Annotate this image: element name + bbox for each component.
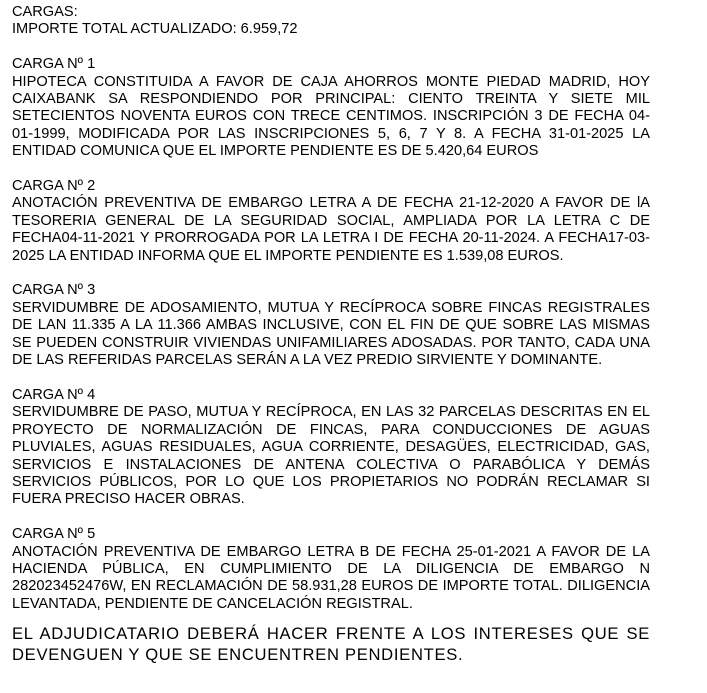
adjudicatario-note: EL ADJUDICATARIO DEBERÁ HACER FRENTE A LOS INTERESES QUE SE DEVENGUEN Y QUE SE ENCUENTREN PENDIENTES.	[12, 624, 650, 665]
spacer	[12, 509, 650, 526]
carga-5-title: CARGA Nº 5	[12, 526, 96, 543]
carga-2-title: CARGA Nº 2	[12, 178, 96, 195]
carga-2-text: ANOTACIÓN PREVENTIVA DE EMBARGO LETRA A DE FECHA 21-12-2020 A FAVOR DE lA TESORERIA GENERAL DE LA SEGURIDAD SOCIAL, AMPLIADA POR LA LETRA C DE FECHA04-11-2021 Y PRORROGADA POR LA LETRA I DE FECHA 20-11-2024. A FECHA17-03-2025 LA ENTIDAD INFORMA QUE EL IMPORTE PENDIENTE ES 1.539,08 EUROS.	[12, 195, 650, 264]
carga-1-text: HIPOTECA CONSTITUIDA A FAVOR DE CAJA AHORROS MONTE PIEDAD MADRID, HOY CAIXABANK SA RESPONDIENDO POR PRINCIPAL: CIENTO TREINTA Y SIETE MIL SETECIENTOS NOVENTA EUROS CON TRECE CENTIMOS. INSCRIPCIÓN 3 DE FECHA 04-01-1999, MODIFICADA POR LAS INSCRIPCIONES 5, 6, 7 Y 8. A FECHA 31-01-2025 LA ENTIDAD COMUNICA QUE EL IMPORTE PENDIENTE ES DE 5.420,64 EUROS	[12, 73, 650, 160]
spacer	[12, 39, 650, 56]
spacer	[12, 161, 650, 178]
carga-4-text: SERVIDUMBRE DE PASO, MUTUA Y RECÍPROCA, EN LAS 32 PARCELAS DESCRITAS EN EL PROYECTO DE NORMALIZACIÓN DE FINCAS, PARA CONDUCCIONES DE AGUAS PLUVIALES, AGUAS RESIDUALES, AGUA CORRIENTE, DESAGÜES, ELECTRICIDAD, GAS, SERVICIOS E INSTALACIONES DE ANTENA COLECTIVA O PARABÓLICA Y DEMÁS SERVICIOS PÚBLICOS, POR LO QUE LOS PROPIETARIOS NO PODRÁN RECLAMAR SI FUERA PRECISO HACER OBRAS.	[12, 404, 650, 508]
spacer	[12, 265, 650, 282]
spacer	[12, 369, 650, 386]
carga-3-text: SERVIDUMBRE DE ADOSAMIENTO, MUTUA Y RECÍPROCA SOBRE FINCAS REGISTRALES DE LAN 11.335 A LA 11.366 AMBAS INCLUSIVE, CON EL FIN DE QUE SOBRE LAS MISMAS SE PUEDEN CONSTRUIR VIVIENDAS UNIFAMILIARES ADOSADAS. POR TANTO, CADA UNA DE LAS REFERIDAS PARCELAS SERÁN A LA VEZ PREDIO SIRVIENTE Y DOMINANTE.	[12, 299, 650, 369]
cargas-heading: CARGAS:	[12, 4, 78, 20]
importe-total: IMPORTE TOTAL ACTUALIZADO: 6.959,72	[12, 21, 298, 38]
carga-1-title: CARGA Nº 1	[12, 56, 96, 73]
carga-5-text: ANOTACIÓN PREVENTIVA DE EMBARGO LETRA B DE FECHA 25-01-2021 A FAVOR DE LA HACIENDA PÚBLICA, EN CUMPLIMIENTO DE LA DILIGENCIA DE EMBARGO N 282023452476W, EN RECLAMACIÓN DE 58.931,28 EUROS DE IMPORTE TOTAL. DILIGENCIA LEVANTADA, PENDIENTE DE CANCELACIÓN REGISTRAL.	[12, 543, 650, 612]
carga-3-title: CARGA Nº 3	[12, 282, 96, 299]
carga-4-title: CARGA Nº 4	[12, 386, 96, 403]
document-body	[12, 4, 650, 665]
